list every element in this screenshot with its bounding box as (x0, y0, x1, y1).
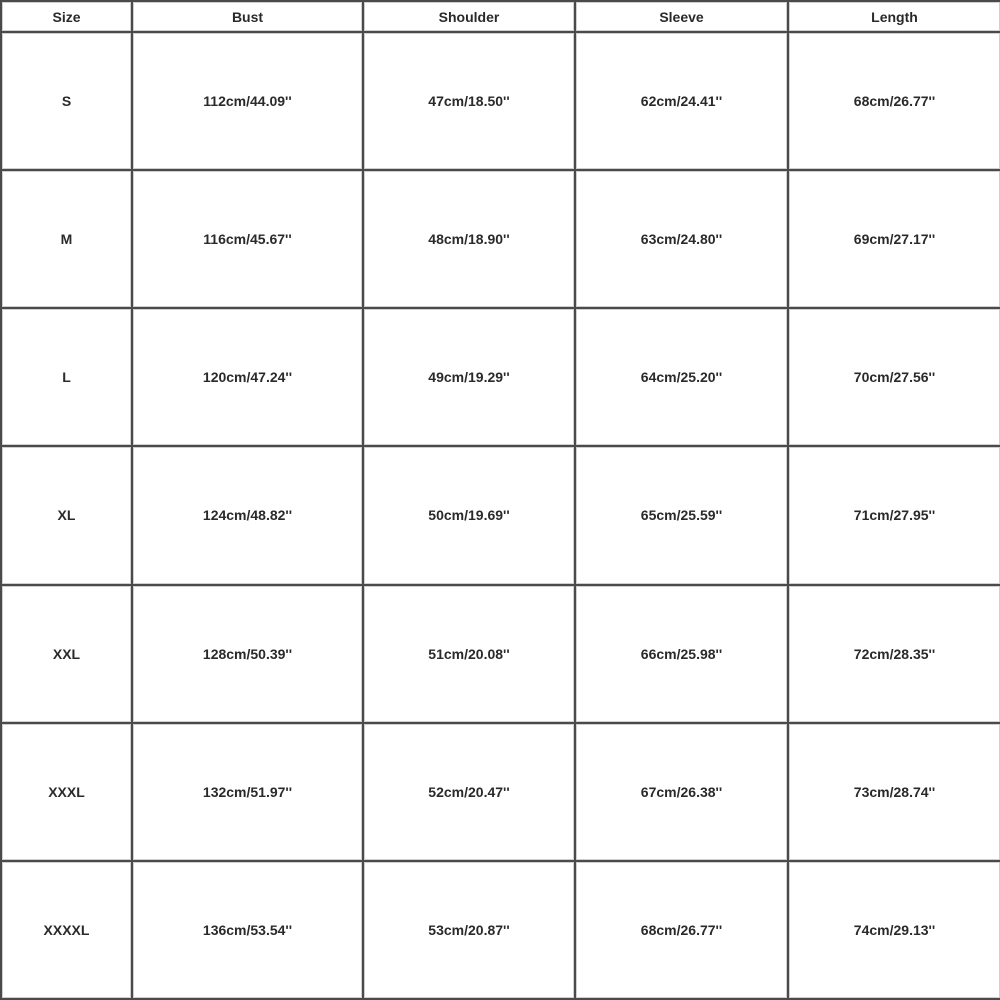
cell-size: XL (1, 446, 132, 584)
cell-sleeve: 65cm/25.59'' (575, 446, 788, 584)
cell-size: XXXXL (1, 861, 132, 999)
header-row (1, 1, 1000, 32)
cell-size: XXL (1, 585, 132, 723)
cell-bust: 124cm/48.82'' (132, 446, 363, 584)
cell-shoulder: 52cm/20.47'' (363, 723, 575, 861)
cell-sleeve: 67cm/26.38'' (575, 723, 788, 861)
table-header (1, 1, 1000, 32)
cell-bust: 116cm/45.67'' (132, 170, 363, 308)
cell-bust: 120cm/47.24'' (132, 308, 363, 446)
cell-size: M (1, 170, 132, 308)
cell-shoulder: 50cm/19.69'' (363, 446, 575, 584)
cell-length: 70cm/27.56'' (788, 308, 1000, 446)
cell-bust: 128cm/50.39'' (132, 585, 363, 723)
table-row (1, 585, 1000, 723)
cell-shoulder: 53cm/20.87'' (363, 861, 575, 999)
header-bust: Bust (132, 1, 363, 32)
header-shoulder: Shoulder (363, 1, 575, 32)
cell-length: 74cm/29.13'' (788, 861, 1000, 999)
cell-length: 68cm/26.77'' (788, 32, 1000, 170)
cell-length: 69cm/27.17'' (788, 170, 1000, 308)
header-sleeve: Sleeve (575, 1, 788, 32)
cell-bust: 136cm/53.54'' (132, 861, 363, 999)
table-row (1, 446, 1000, 584)
cell-size: L (1, 308, 132, 446)
cell-sleeve: 64cm/25.20'' (575, 308, 788, 446)
cell-shoulder: 47cm/18.50'' (363, 32, 575, 170)
cell-sleeve: 62cm/24.41'' (575, 32, 788, 170)
table-row (1, 32, 1000, 170)
cell-length: 72cm/28.35'' (788, 585, 1000, 723)
table-row (1, 861, 1000, 999)
cell-bust: 112cm/44.09'' (132, 32, 363, 170)
cell-length: 73cm/28.74'' (788, 723, 1000, 861)
cell-sleeve: 66cm/25.98'' (575, 585, 788, 723)
cell-shoulder: 51cm/20.08'' (363, 585, 575, 723)
header-size: Size (1, 1, 132, 32)
cell-sleeve: 63cm/24.80'' (575, 170, 788, 308)
cell-shoulder: 48cm/18.90'' (363, 170, 575, 308)
table-body (1, 32, 1000, 999)
table-row (1, 308, 1000, 446)
cell-size: XXXL (1, 723, 132, 861)
table-row (1, 723, 1000, 861)
table-row (1, 170, 1000, 308)
cell-length: 71cm/27.95'' (788, 446, 1000, 584)
cell-sleeve: 68cm/26.77'' (575, 861, 788, 999)
header-length: Length (788, 1, 1000, 32)
cell-bust: 132cm/51.97'' (132, 723, 363, 861)
cell-shoulder: 49cm/19.29'' (363, 308, 575, 446)
cell-size: S (1, 32, 132, 170)
